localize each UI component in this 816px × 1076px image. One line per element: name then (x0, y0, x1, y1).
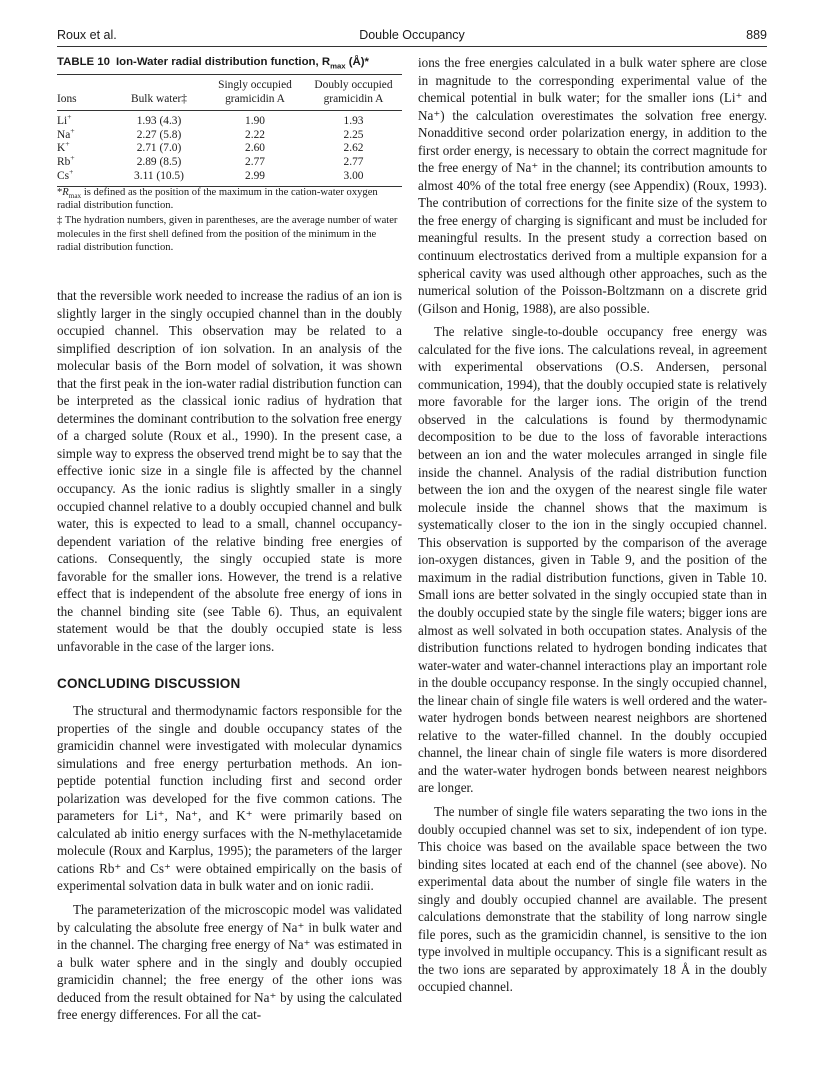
running-header (57, 28, 767, 46)
paragraph: that the reversible work needed to increase the radius of an ion is slightly larger in the singly occupied channel than in the doubly occupied channel. This observation may be related to a simplified description of ion solvation. In an analysis of the molecular basis of the Born model of solvation, it was shown that the first peak in the ion-water radial distribution function can be interpreted as the classical ionic radius of hydration that determines the dominant contribution to the solvation free energy of a charged solute (Roux et al., 1990). In the present case, a simple way to express the observed trend might be to say that the effective ionic size in a single file is affected by the channel occupancy. As the ionic radius is slightly smaller in a singly occupied channel relative to a doubly occupied channel and bulk water, this is expected to lead to a small, channel occupancy-dependent variation of the relative binding free energies of cations. Consequently, the singly occupied state is more favorable for the smaller ions. However, the trend is a relative effect that is independent of the absolute free energy of ions in the channel binding site (see Table 6). Thus, an equivalent statement would be that the doubly occupied state is less unfavorable in the case of the larger ions. (57, 288, 402, 654)
cell-single: 2.60 (245, 142, 265, 155)
paragraph: The relative single-to-double occupancy free energy was calculated for the five ions. The calculations reveal, in agreement with experimental observations (O.S. Andersen, personal communication, 1994), that the doubly occupied state is relatively more favorable for the larger ions. The origin of the trend observed in the calculations is found by thermodynamic decomposition to be due to the loss of favorable interactions between an ion and the water molecules arranged in single file inside the channel. Analysis of the radial distribution function between the ion and the oxygen of the nearest single file water molecule inside the channel shows that the maximum is systematically closer to the ion in the singly occupied channel. This observation is supported by the comparison of the average ion-oxygen distances, given in Table 9, and the position of the maximum in the radial distribution functions, given in Table 10. Small ions are better solvated in the singly occupied state than in the doubly occupied state by the single file waters; bigger ions are almost as well solvated in both occupation states. Analysis of the distribution functions related to hydrogen bonding indicates that water-water and water-channel interactions play an important role in the double occupancy response. In the singly occupied channel, the linear chain of single file waters is well ordered and the water-water hydrogen bonds between nearest neighbors are shortened relative to the water-filled channel. In the doubly occupied channel, the linear chain of single file waters is more disordered and the water-water hydrogen bonds between nearest neighbors are longer. (418, 324, 767, 796)
cell-single: 1.90 (245, 115, 265, 128)
cell-ion: Cs+ (57, 170, 113, 187)
col-bulk-water: Bulk water‡ (113, 75, 205, 111)
cell-ion: K+ (57, 139, 70, 155)
cell-double: 2.25 (343, 128, 364, 141)
paragraph: The number of single file waters separating the two ions in the doubly occupied channel was set to six, independent of ion type. This choice was based on the available space between the two binding sites located at each end of the channel (see above). No experimental data about the number of single file waters in the singly and doubly occupied channel are available. The present calculations demonstrate that the stability of long narrow single file pores, such as the gramicidin channel, is sensitive to the ion type involved in multiple occupancy. This is a significant result as the two ions are separated by approximately 18 Å in the doubly occupied channel. (418, 803, 767, 995)
cell-bulk: 2.89 (8.5) (136, 155, 182, 168)
footnote-dagger: ‡ The hydration numbers, given in parentheses, are the average number of water molecules in the first shell defined from the position of the minimum in the radial distribution function. (57, 215, 398, 253)
cell-ion: Rb+ (57, 153, 75, 168)
page-number: 889 (746, 28, 767, 42)
header-title: Double Occupancy (359, 28, 465, 42)
table-header-row (57, 75, 402, 111)
footnote-star: $*R_{max}$ is defined as the position of the maximum in the cation-water oxygen radial distribution function. (57, 187, 378, 212)
table-row (57, 142, 402, 156)
cell-ion: Li+ (57, 112, 72, 128)
cell-bulk: 2.71 (7.0) (136, 142, 182, 155)
left-column-concluding (57, 702, 402, 1024)
header-rule (57, 46, 767, 47)
right-column-text (418, 54, 767, 996)
table-title: Ion-Water radial distribution function, R (115, 56, 331, 68)
cell-bulk: 3.11 (10.5) (113, 170, 205, 187)
paragraph: ions the free energies calculated in a bulk water sphere are close in magnitude to the corresponding experimental value of the chemical potential in bulk water; for the smaller ions (Li⁺ and Na⁺) the calculation overestimates the solvation free energy. Nonadditive second order polarization energy, in addition to the first order energy, is necessary to obtain the correct magnitude for the free energy of Na⁺ in the channel; its contribution amounts to almost 40% of the total free energy (see Appendix) (Roux, 1993). The contribution of corrections for the finite size of the system to the free energy of charging is significant and must be included for meaningful results. In the present study a correction based on continuum electrostatics derived from a multiple expansion for a spherical cavity was used although other approaches, such as the numerical solution of the Poisson-Boltzmann on a discrete grid (Gilson and Honig, 1988), are also possible. (418, 55, 767, 316)
ion-water-table (57, 74, 402, 187)
table-title-unit: (Å)* (345, 56, 369, 68)
col-singly-occupied: Singly occupied gramicidin A (205, 75, 305, 111)
cell-double: 1.93 (343, 115, 364, 128)
cell-single: 2.99 (205, 170, 305, 187)
table-row (57, 129, 402, 143)
paragraph: The structural and thermodynamic factors responsible for the properties of the single and double occupancy states of the gramicidin channel were investigated with molecular dynamics simulations and free energy perturbation methods. An ion-peptide potential function including first and second order polarization was developed for the five common cations. The parameters for Li⁺, Na⁺, and K⁺ were primarily based on calculated ab initio energy surfaces with the N-methylacetamide molecule (Roux and Karplus, 1995); the parameters of the larger cations Rb⁺ and Cs⁺ were obtained empirically on the basis of experimental solvation data in bulk water and on ionic radii. (57, 703, 402, 894)
paragraph: The parameterization of the microscopic model was validated by calculating the absolute free energy of Na⁺ in bulk water and in the channel. The charging free energy of Na⁺ was estimated in a bulk water sphere and in the singly and doubly occupied gramicidin channel; the free energy of the other ions was deduced from the result obtained for Na⁺ by using the calculated free energy differences. For all the cat- (57, 902, 402, 1023)
cell-ion: Na+ (57, 125, 75, 141)
table-caption (57, 56, 402, 71)
section-heading: CONCLUDING DISCUSSION (57, 676, 241, 691)
cell-single: 2.22 (245, 128, 265, 141)
col-ions: Ions (57, 75, 113, 111)
col-doubly-occupied: Doubly occupied gramicidin A (305, 75, 402, 111)
cell-double: 2.77 (343, 155, 364, 168)
cell-bulk: 1.93 (4.3) (136, 115, 182, 128)
table-row (57, 156, 402, 170)
table-row (57, 170, 402, 187)
table-footnotes (57, 186, 402, 254)
cell-double: 2.62 (343, 142, 364, 155)
table-label: TABLE 10 (57, 56, 110, 68)
cell-double: 3.00 (305, 170, 402, 187)
header-authors: Roux et al. (57, 28, 117, 42)
cell-single: 2.77 (245, 155, 265, 168)
left-column-text (57, 287, 402, 655)
table-row (57, 111, 402, 129)
cell-bulk: 2.27 (5.8) (136, 128, 182, 141)
table-title-sub: max (330, 61, 346, 71)
